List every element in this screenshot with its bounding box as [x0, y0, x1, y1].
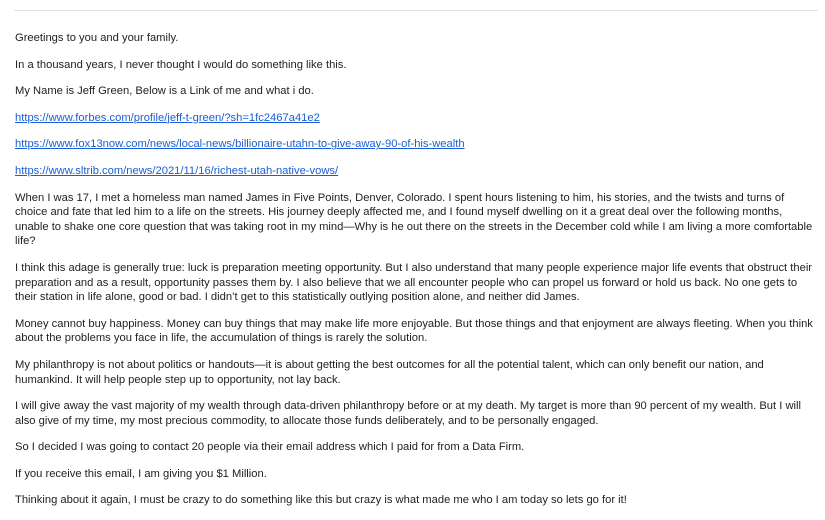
- link-sltrib[interactable]: https://www.sltrib.com/news/2021/11/16/richest-utah-native-vows/: [15, 164, 339, 177]
- paragraph-offer: If you receive this email, I am giving you $1 Million.: [15, 467, 267, 480]
- link-fox13[interactable]: https://www.fox13now.com/news/local-news/billionaire-utahn-to-give-away-90-of-his-wealth: [15, 138, 465, 151]
- paragraph-contact: So I decided I was going to contact 20 people via their email address which I paid for from a Data Firm.: [15, 441, 525, 454]
- link-fox13-row: [15, 137, 815, 152]
- header-divider: [14, 10, 818, 11]
- greeting: Greetings to you and your family.: [15, 32, 179, 44]
- link-forbes-row: [15, 111, 815, 126]
- paragraph-adage: I think this adage is generally true: luck is preparation meeting opportunity. But I also understand that many people experience major life events that obstruct their preparation and as a result, opportunity passes them by. I also believe that we all encounter people who can propel us forward or hold us back. No one gets to their station in life alone, good or bad. I didn’t get to this statistically outlying position alone, and neither did James.: [15, 261, 813, 304]
- link-forbes[interactable]: https://www.forbes.com/profile/jeff-t-green/?sh=1fc2467a41e2: [15, 111, 320, 124]
- paragraph-closing: Thinking about it again, I must be crazy to do something like this but crazy is what made me who I am today so lets go for it!: [15, 494, 627, 507]
- paragraph-story: When I was 17, I met a homeless man named James in Five Points, Denver, Colorado. I spent hours listening to him, his stories, and the twists and turns of choice and fate that led him to a life on the streets. His journey deeply affected me, and I found myself dwelling on it a great deal over the following months, unable to shake one core question that was taking root in my mind—Why is he out there on the streets in the December cold while I am living a more comfortable life?: [15, 191, 813, 248]
- email-body: [15, 31, 815, 520]
- link-sltrib-row: [15, 164, 815, 179]
- paragraph-money: Money cannot buy happiness. Money can buy things that may make life more enjoyable. But those things and that enjoyment are always fleeting. When you think about the problems you face in life, the accumulation of things is rarely the solution.: [15, 317, 813, 345]
- paragraph-intro: In a thousand years, I never thought I would do something like this.: [15, 58, 347, 71]
- paragraph-wealth: I will give away the vast majority of my wealth through data-driven philanthropy before or at my death. My target is more than 90 percent of my wealth. But I will also give of my time, my most precious commodity, to allocate those funds deliberately, and to be personally engaged.: [15, 400, 801, 427]
- paragraph-philanthropy: My philanthropy is not about politics or handouts—it is about getting the best outcomes for all the potential talent, which can only benefit our nation, and humankind. It will help people step up to opportunity, not lay back.: [15, 358, 764, 386]
- paragraph-name: My Name is Jeff Green, Below is a Link of me and what i do.: [15, 85, 314, 98]
